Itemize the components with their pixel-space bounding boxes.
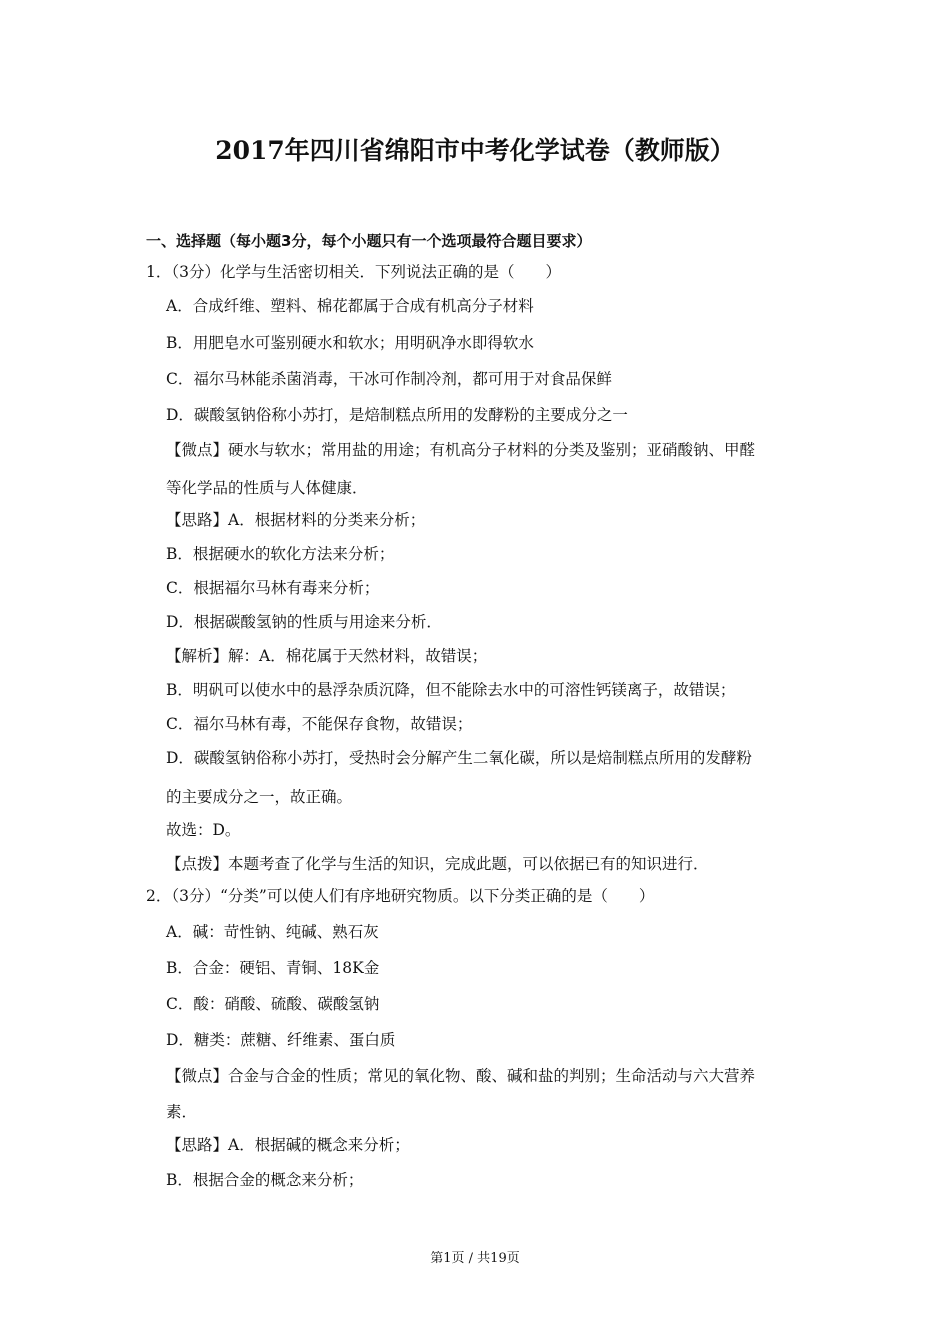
- q2-option-c: C．酸：硝酸、硫酸、碳酸氢钠: [166, 995, 380, 1013]
- q1-jiexi-c: C．福尔马林有毒，不能保存食物，故错误；: [166, 715, 473, 733]
- q1-option-b: B．用肥皂水可鉴别硬水和软水；用明矾净水即得软水: [166, 334, 534, 352]
- q1-silu-d: D．根据碳酸氢钠的性质与用途来分析．: [166, 613, 442, 631]
- q2-silu-b: B．根据合金的概念来分析；: [166, 1171, 364, 1189]
- section-heading: 一、选择题（每小题3分，每个小题只有一个选项最符合题目要求）: [146, 232, 592, 250]
- q1-weidian: 【微点】硬水与软水；常用盐的用途；有机高分子材料的分类及鉴别；亚硝酸钠、甲醛: [166, 441, 756, 459]
- q1-answer: 故选：D。: [166, 821, 241, 839]
- q2-weidian-cont: 素．: [166, 1103, 198, 1121]
- q1-option-d: D．碳酸氢钠俗称小苏打，是焙制糕点所用的发酵粉的主要成分之一: [166, 406, 628, 424]
- page-footer: 第1页 / 共19页: [430, 1251, 520, 1266]
- q2-weidian: 【微点】合金与合金的性质；常见的氧化物、酸、碱和盐的判别；生命活动与六大营养: [166, 1067, 756, 1085]
- q2-option-b: B．合金：硬铝、青铜、18K金: [166, 959, 380, 977]
- q2-stem: 2．（3分）“分类”可以使人们有序地研究物质。以下分类正确的是（ ）: [146, 887, 655, 905]
- q1-jiexi-d: D．碳酸氢钠俗称小苏打，受热时会分解产生二氧化碳，所以是焙制糕点所用的发酵粉: [166, 749, 752, 767]
- q1-option-a: A．合成纤维、塑料、棉花都属于合成有机高分子材料: [166, 297, 534, 315]
- q1-stem: 1．（3分）化学与生活密切相关．下列说法正确的是（ ）: [146, 263, 561, 281]
- q1-silu: 【思路】A．根据材料的分类来分析；: [166, 511, 426, 529]
- q1-silu-b: B．根据硬水的软化方法来分析；: [166, 545, 395, 563]
- q1-jiexi-b: B．明矾可以使水中的悬浮杂质沉降，但不能除去水中的可溶性钙镁离子，故错误；: [166, 681, 736, 699]
- q1-jiexi-d-cont: 的主要成分之一，故正确。: [166, 788, 353, 806]
- q2-option-a: A．碱：苛性钠、纯碱、熟石灰: [166, 923, 379, 941]
- document-title: 2017年四川省绵阳市中考化学试卷（教师版）: [215, 136, 735, 165]
- q1-silu-c: C．根据福尔马林有毒来分析；: [166, 579, 380, 597]
- q1-jiexi: 【解析】解：A．棉花属于天然材料，故错误；: [166, 647, 488, 665]
- q1-dianbo: 【点拨】本题考查了化学与生活的知识，完成此题，可以依据已有的知识进行．: [166, 855, 709, 873]
- q2-option-d: D．糖类：蔗糖、纤维素、蛋白质: [166, 1031, 396, 1049]
- q1-weidian-cont: 等化学品的性质与人体健康．: [166, 479, 368, 497]
- q2-silu: 【思路】A．根据碱的概念来分析；: [166, 1136, 410, 1154]
- q1-option-c: C．福尔马林能杀菌消毒，干冰可作制冷剂，都可用于对食品保鲜: [166, 370, 612, 388]
